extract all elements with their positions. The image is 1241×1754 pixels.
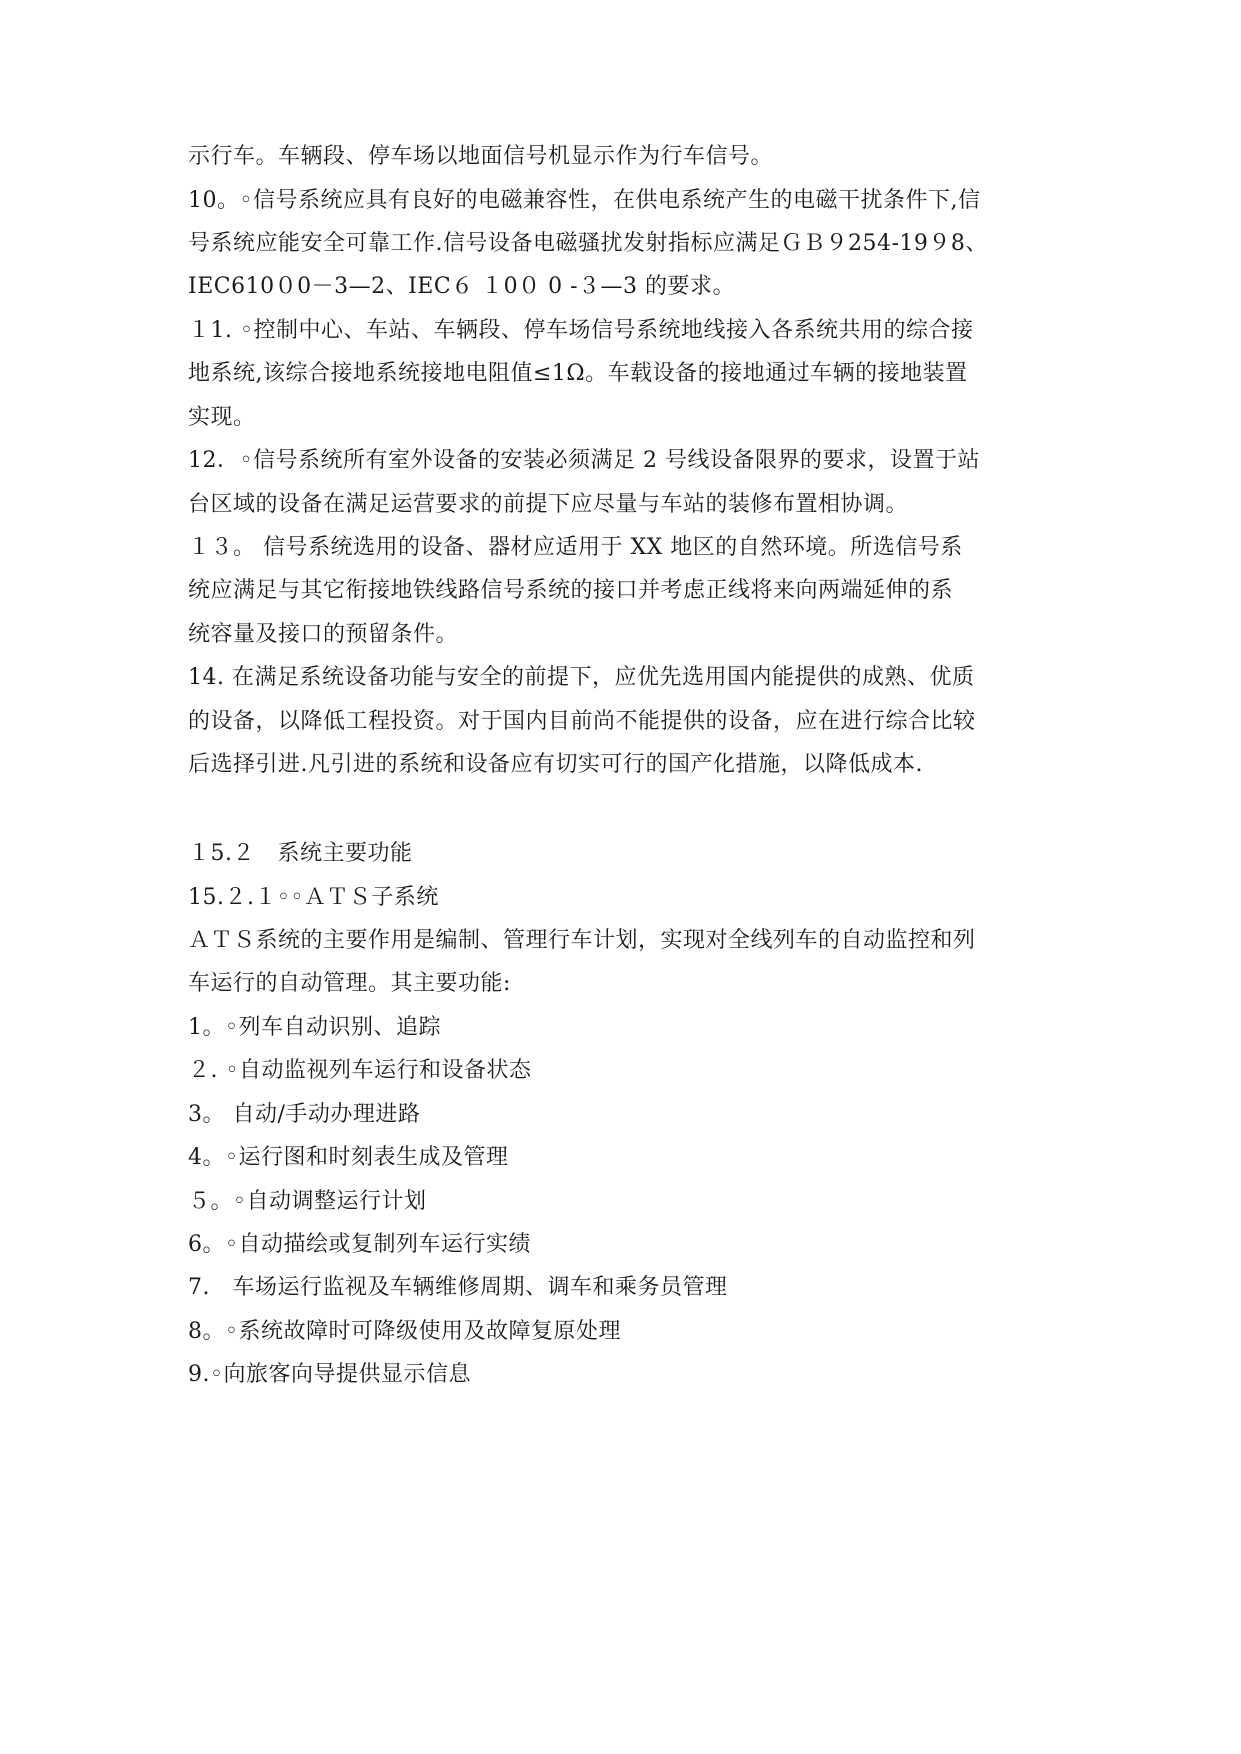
section-heading: １5.２ 系统主要功能 <box>188 841 413 866</box>
text-line: 地系统,该综合接地系统接地电阻值≤1Ω。车载设备的接地通过车辆的接地装置 <box>188 361 968 386</box>
subsection-heading: 15.２.１◦◦ＡＴＳ子系统 <box>188 885 439 910</box>
list-item: 3。 自动/手动办理进路 <box>188 1102 421 1127</box>
text-line: 后选择引进.凡引进的系统和设备应有切实可行的国产化措施，以降低成本. <box>188 752 923 777</box>
list-item: ５。◦自动调整运行计划 <box>188 1189 427 1214</box>
text-line: 示行车。车辆段、停车场以地面信号机显示作为行车信号。 <box>188 144 774 169</box>
text-line: 统容量及接口的预留条件。 <box>188 622 459 647</box>
text-line: ＡＴＳ系统的主要作用是编制、管理行车计划，实现对全线列车的自动监控和列 <box>188 928 976 953</box>
text-line: １３。 信号系统选用的设备、器材应适用于 XX 地区的自然环境。所选信号系 <box>188 535 963 560</box>
list-item: 1。◦列车自动识别、追踪 <box>188 1015 441 1040</box>
text-line: 台区域的设备在满足运营要求的前提下应尽量与车站的装修布置相协调。 <box>188 492 909 517</box>
list-item: 7. 车场运行监视及车辆维修周期、调车和乘务员管理 <box>188 1275 728 1300</box>
list-item: ２. ◦自动监视列车运行和设备状态 <box>188 1058 532 1083</box>
list-item: 4。◦运行图和时刻表生成及管理 <box>188 1145 509 1170</box>
text-line: 10。◦信号系统应具有良好的电磁兼容性，在供电系统产生的电磁干扰条件下,信 <box>188 188 981 213</box>
list-item: 9.◦向旅客向导提供显示信息 <box>188 1362 471 1387</box>
text-line: １1. ◦控制中心、车站、车辆段、停车场信号系统地线接入各系统共用的综合接 <box>188 318 974 343</box>
text-line: 的设备，以降低工程投资。对于国内目前尚不能提供的设备，应在进行综合比较 <box>188 709 976 734</box>
text-line: 12．◦信号系统所有室外设备的安装必须满足 2 号线设备限界的要求，设置于站 <box>188 448 980 473</box>
text-line: 车运行的自动管理。其主要功能: <box>188 971 511 996</box>
text-line: IEC610０0－3—2、IEC６ １0０ 0 -３—3 的要求。 <box>188 274 736 299</box>
list-item: 6。◦自动描绘或复制列车运行实绩 <box>188 1232 531 1257</box>
list-item: 8。◦系统故障时可降级使用及故障复原处理 <box>188 1319 621 1344</box>
text-line: 实现。 <box>188 405 256 430</box>
text-line: 号系统应能安全可靠工作.信号设备电磁骚扰发射指标应满足ＧＢ９254-19９8、 <box>188 231 988 256</box>
text-line: 统应满足与其它衔接地铁线路信号系统的接口并考虑正线将来向两端延伸的系 <box>188 578 954 603</box>
text-line: 14. 在满足系统设备功能与安全的前提下，应优先选用国内能提供的成熟、优质 <box>188 665 975 690</box>
